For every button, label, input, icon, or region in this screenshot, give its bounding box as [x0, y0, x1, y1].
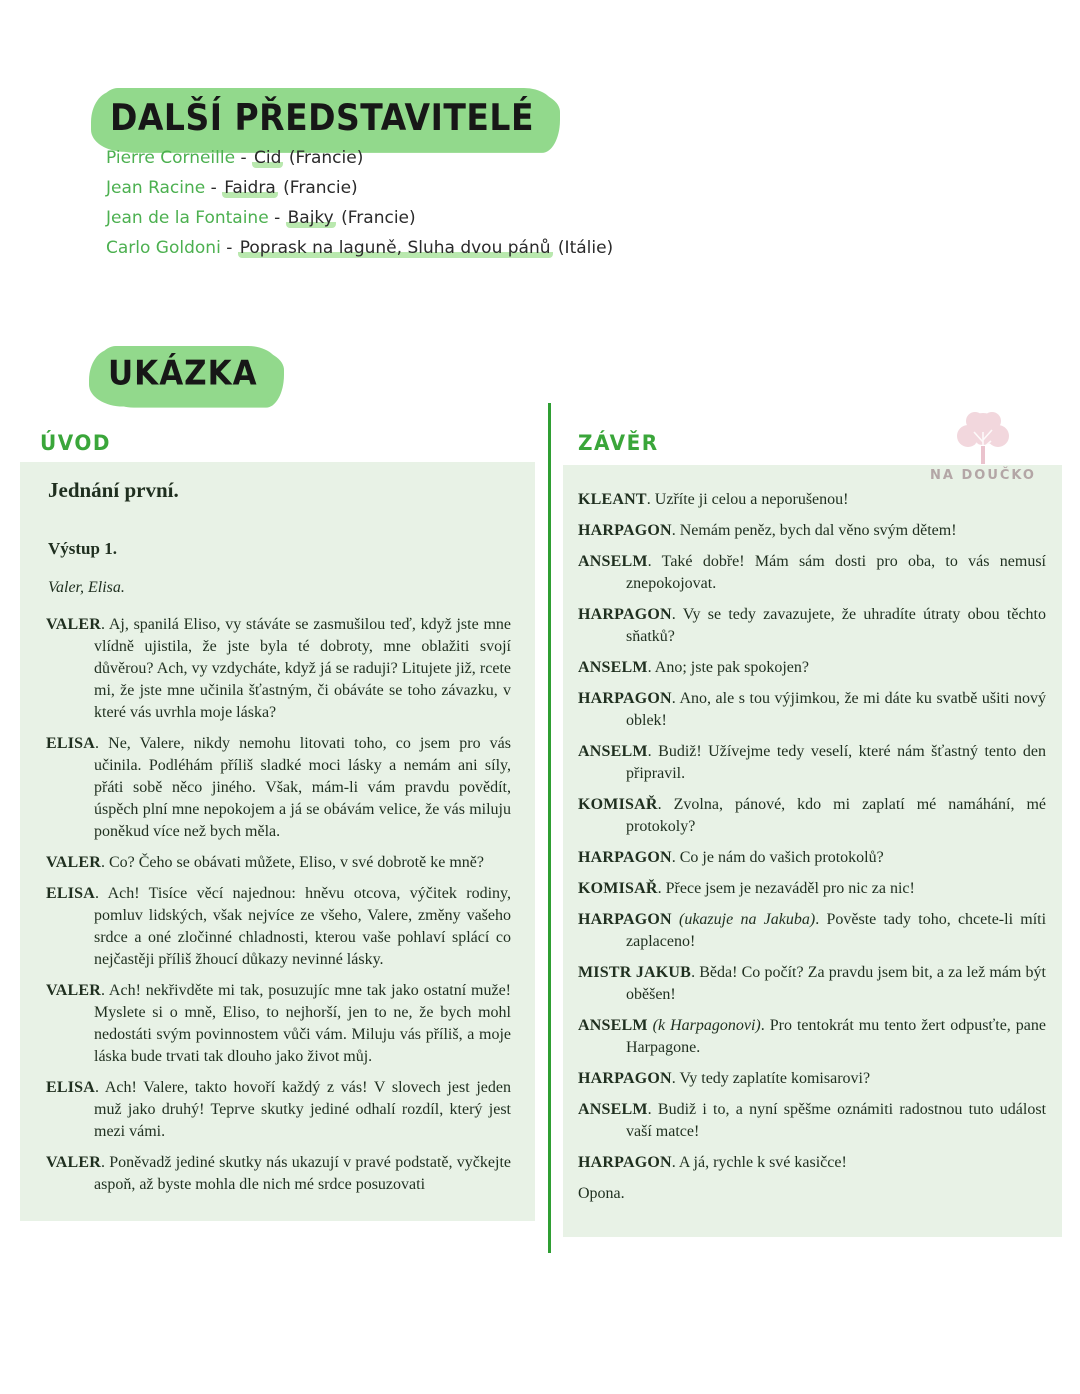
zaver-dialogue: [578, 489, 1046, 1205]
stage-direction: (ukazuje na Jakuba): [679, 911, 816, 928]
dialogue-text: Ano, ale s tou výjimkou, že mi dáte ku svatbě ušiti nový oblek!: [626, 690, 1047, 729]
section-title-highlight: [94, 346, 278, 403]
author-name: Carlo Goldoni: [106, 238, 221, 258]
speaker-name: VALER: [46, 616, 101, 633]
dialogue-line: VALER. Aj, spanilá Eliso, vy stáváte se zasmušilou teď, když jste mne vlídně ujistila, že jste byla té dobroty, mne oblažiti svojí důvěrou? Ach, vy vzdycháte, když já se raduji? Litujete již, rcete mi, že jste mne učinila šťastným, či obáváte se toho závazku, v které vás uvrhla moje láska?: [46, 616, 511, 721]
stage-direction: (k Harpagonovi): [652, 1017, 761, 1034]
dialogue-text: Opona.: [578, 1185, 625, 1202]
dialogue-line: VALER. Poněvadž jediné skutky nás ukazují v pravé podstatě, vyčkejte aspoň, až byste mohla dle nich mé srdce posuzovati: [46, 1154, 512, 1193]
dialogue-text: Poněvadž jediné skutky nás ukazují v pravé podstatě, vyčkejte aspoň, až byste mohla dle nich mé srdce posuzovati: [94, 1154, 512, 1193]
speaker-name: HARPAGON: [578, 690, 672, 707]
dialogue-line: HARPAGON. Vy tedy zaplatíte komisarovi?: [578, 1070, 871, 1087]
dialogue-line: HARPAGON. Ano, ale s tou výjimkou, že mi dáte ku svatbě ušiti nový oblek!: [578, 690, 1047, 729]
dialogue-text: Ne, Valere, nikdy nemohu litovati toho, co jsem pro vás učinila. Podléhám příliš sladké moci lásky a nemám ani síly, přáti sobě něco jiného. Však, mám-li vám pravdu povědít, úspěch plní mne nepokojem a já se obávám velice, že vás miluju poněkud více než bych měla.: [94, 735, 512, 840]
dialogue-line: ANSELM. Budiž! Užívejme tedy veselí, které nám šťastný tento den připravil.: [578, 743, 1047, 782]
page-title: [96, 88, 554, 149]
speaker-name: KOMISAŘ: [578, 880, 658, 897]
dialogue-line: KOMISAŘ. Zvolna, pánové, kdo mi zaplatí mé namáhání, mé protokoly?: [578, 796, 1047, 835]
author-works: Bajky: [287, 208, 334, 228]
dialogue-line: ELISA. Ach! Valere, takto hovoří každý z vás! V slovech jest jeden muž jako druhý! Teprve skutky jediné odhalí rozdíl, který jest mezi vámi.: [46, 1079, 512, 1140]
speaker-name: ANSELM: [578, 1017, 648, 1034]
scene-title: Výstup 1.: [48, 539, 117, 558]
speaker-name: HARPAGON: [578, 911, 672, 928]
act-title: Jednání první.: [48, 478, 179, 502]
zaver-panel: [563, 465, 1062, 1237]
dialogue-text: Budiž! Užívejme tedy veselí, které nám šťastný tento den připravil.: [626, 743, 1047, 782]
speaker-name: MISTR JAKUB: [578, 964, 692, 981]
speaker-name: ELISA: [46, 885, 96, 902]
author-line: [106, 233, 613, 263]
dialogue-line: ANSELM. Ano; jste pak spokojen?: [578, 659, 809, 676]
dialogue-line: ANSELM. Budiž i to, a nyní spěšme oznámiti radostnou tuto událost vaší matce!: [578, 1101, 1047, 1140]
dialogue-line: HARPAGON. Nemám peněz, bych dal věno svým dětem!: [578, 522, 957, 539]
dialogue-text: Zvolna, pánové, kdo mi zaplatí mé namáhání, mé protokoly?: [626, 796, 1047, 835]
author-separator-dash: -: [240, 148, 247, 168]
section-title: [94, 346, 278, 403]
speaker-name: KLEANT: [578, 491, 647, 508]
author-works: Poprask na laguně, Sluha dvou pánů: [239, 238, 551, 258]
stage-note: [578, 1183, 1046, 1205]
dialogue-line: ELISA. Ne, Valere, nikdy nemohu litovati toho, co jsem pro vás učinila. Podléhám příliš sladké moci lásky a nemám ani síly, přáti sobě něco jiného. Však, mám-li vám pravdu povědít, úspěch plní mne nepokojem a já se obávám velice, že vás miluju poněkud více než bych měla.: [46, 735, 512, 840]
title-highlight: [96, 88, 554, 149]
speaker-name: VALER: [46, 854, 101, 871]
author-line: [106, 143, 613, 173]
dialogue-text: Nemám peněz, bych dal věno svým dětem!: [679, 522, 957, 539]
dialogue-line: ANSELM (k Harpagonovi). Pro tentokrát mu tento žert odpusťte, pane Harpagone.: [578, 1017, 1047, 1056]
author-separator-dash: -: [210, 178, 217, 198]
dialogue-text: Co? Čeho se obávati můžete, Eliso, v své dobrotě ke mně?: [108, 854, 484, 871]
tree-icon: [950, 410, 1016, 466]
cast-list: Valer, Elisa.: [48, 579, 125, 596]
uvod-panel: [20, 462, 535, 1221]
dialogue-line: VALER. Ach! nekřivděte mi tak, posuzujíc mne tak jako ostatní muže! Myslete si o mně, Eliso, to nejhorší, jen to ne, že bych mohl nedostáti svým povinnostem vůči vám. Miluju vás příliš, a moje láska bude trvati tak dlouho jako život můj.: [46, 982, 512, 1065]
author-works: Cid: [254, 148, 282, 168]
speaker-name: VALER: [46, 982, 101, 999]
dialogue-text: Pro tentokrát mu tento žert odpusťte, pane Harpagone.: [626, 1017, 1047, 1056]
dialogue-line: MISTR JAKUB. Běda! Co počít? Za pravdu jsem bit, a za lež mám být oběšen!: [578, 964, 1046, 1003]
dialogue-text: Vy tedy zaplatíte komisarovi?: [679, 1070, 871, 1087]
dialogue-line: HARPAGON. Co je nám do vašich protokolů?: [578, 849, 884, 866]
dialogue-text: Vy se tedy zavazujete, že uhradíte útraty obou těchto sňatků?: [626, 606, 1046, 645]
dialogue-text: Pověste tady toho, chcete-li míti zaplaceno!: [626, 911, 1047, 950]
author-line: [106, 203, 613, 233]
author-separator-dash: -: [226, 238, 233, 258]
dialogue-line: ANSELM. Také dobře! Mám sám dosti pro oba, to vás nemusí znepokojovat.: [578, 553, 1047, 592]
author-line: [106, 173, 613, 203]
dialogue-text: Ano; jste pak spokojen?: [654, 659, 809, 676]
nadoucko-logo: [921, 410, 1045, 483]
uvod-dialogue: [46, 614, 511, 1196]
dialogue-text: Co je nám do vašich protokolů?: [679, 849, 884, 866]
dialogue-line: HARPAGON. Vy se tedy zavazujete, že uhradíte útraty obou těchto sňatků?: [578, 606, 1046, 645]
speaker-name: HARPAGON: [578, 1070, 672, 1087]
dialogue-text: Ach! Tisíce věcí najednou: hněvu otcova, výčitek rodiny, pomluv lidských, však nejvíce ze všeho, Valere, změny vašeho srdce a oné zločinné chladnosti, kterou vaše pohlaví splácí co nejčastěji příliš žhoucí důkazy nevinné lásky.: [94, 885, 511, 968]
author-name: Jean de la Fontaine: [106, 208, 269, 228]
speaker-name: ANSELM: [578, 553, 648, 570]
column-divider: [548, 403, 551, 1253]
speaker-name: VALER: [46, 1154, 101, 1171]
dialogue-line: HARPAGON. A já, rychle k své kasičce!: [578, 1154, 847, 1171]
section-title-text: UKÁZKA: [108, 353, 258, 394]
author-origin: (Francie): [288, 148, 364, 168]
author-origin: (Itálie): [557, 238, 614, 258]
dialogue-text: Aj, spanilá Eliso, vy stáváte se zasmušilou teď, když jste mne vlídně ujistila, že jste byla té dobroty, mne oblažiti svojí důvěrou? Ach, vy vzdycháte, když já se raduji? Litujete již, rcete mi, že jste mne učinila šťastným, či obáváte se toho závazku, v které vás uvrhla moje láska?: [94, 616, 511, 721]
nadoucko-logo-text: NA DOUČKO: [930, 468, 1036, 483]
authors-list: [106, 143, 613, 263]
speaker-name: KOMISAŘ: [578, 796, 658, 813]
speaker-name: HARPAGON: [578, 849, 672, 866]
author-works: Faidra: [224, 178, 276, 198]
dialogue-text: Ach! Valere, takto hovoří každý z vás! V slovech jest jeden muž jako druhý! Teprve skutky jediné odhalí rozdíl, který jest mezi vámi.: [94, 1079, 512, 1140]
dialogue-text: A já, rychle k své kasičce!: [678, 1154, 847, 1171]
dialogue-text: Přece jsem je nezaváděl pro nic za nic!: [665, 880, 915, 897]
dialogue-text: Běda! Co počít? Za pravdu jsem bit, a za lež mám být oběšen!: [626, 964, 1046, 1003]
author-name: Jean Racine: [106, 178, 206, 198]
page-title-text: DALŠÍ PŘEDSTAVITELÉ: [110, 95, 534, 139]
uvod-label: ÚVOD: [40, 430, 111, 456]
author-origin: (Francie): [341, 208, 416, 228]
dialogue-text: Také dobře! Mám sám dosti pro oba, to vás nemusí znepokojovat.: [626, 553, 1047, 592]
dialogue-text: Ach! nekřivděte mi tak, posuzujíc mne tak jako ostatní muže! Myslete si o mně, Eliso, to nejhorší, jen to ne, že bych mohl nedostáti svým povinnostem vůči vám. Miluju vás příliš, a moje láska bude trvati tak dlouho jako život můj.: [94, 982, 512, 1065]
speaker-name: ANSELM: [578, 1101, 648, 1118]
dialogue-line: KLEANT. Uzříte ji celou a neporušenou!: [578, 491, 849, 508]
speaker-name: ANSELM: [578, 743, 648, 760]
speaker-name: ELISA: [46, 735, 96, 752]
speaker-name: HARPAGON: [578, 606, 672, 623]
speaker-name: HARPAGON: [578, 1154, 672, 1171]
author-separator-dash: -: [274, 208, 281, 228]
dialogue-line: ELISA. Ach! Tisíce věcí najednou: hněvu otcova, výčitek rodiny, pomluv lidských, však nejvíce ze všeho, Valere, změny vašeho srdce a oné zločinné chladnosti, kterou vaše pohlaví splácí co nejčastěji příliš žhoucí důkazy nevinné lásky.: [46, 885, 511, 968]
speaker-name: ANSELM: [578, 659, 648, 676]
dialogue-line: HARPAGON (ukazuje na Jakuba). Pověste tady toho, chcete-li míti zaplaceno!: [578, 911, 1047, 950]
speaker-name: ELISA: [46, 1079, 96, 1096]
author-origin: (Francie): [283, 178, 358, 198]
dialogue-text: Budiž i to, a nyní spěšme oznámiti radostnou tuto událost vaší matce!: [626, 1101, 1047, 1140]
dialogue-line: KOMISAŘ. Přece jsem je nezaváděl pro nic za nic!: [578, 880, 915, 897]
author-name: Pierre Corneille: [106, 148, 236, 168]
speaker-name: HARPAGON: [578, 522, 672, 539]
zaver-label: ZÁVĚR: [578, 430, 659, 456]
dialogue-text: Uzříte ji celou a neporušenou!: [654, 491, 849, 508]
dialogue-line: VALER. Co? Čeho se obávati můžete, Eliso, v své dobrotě ke mně?: [46, 854, 484, 871]
